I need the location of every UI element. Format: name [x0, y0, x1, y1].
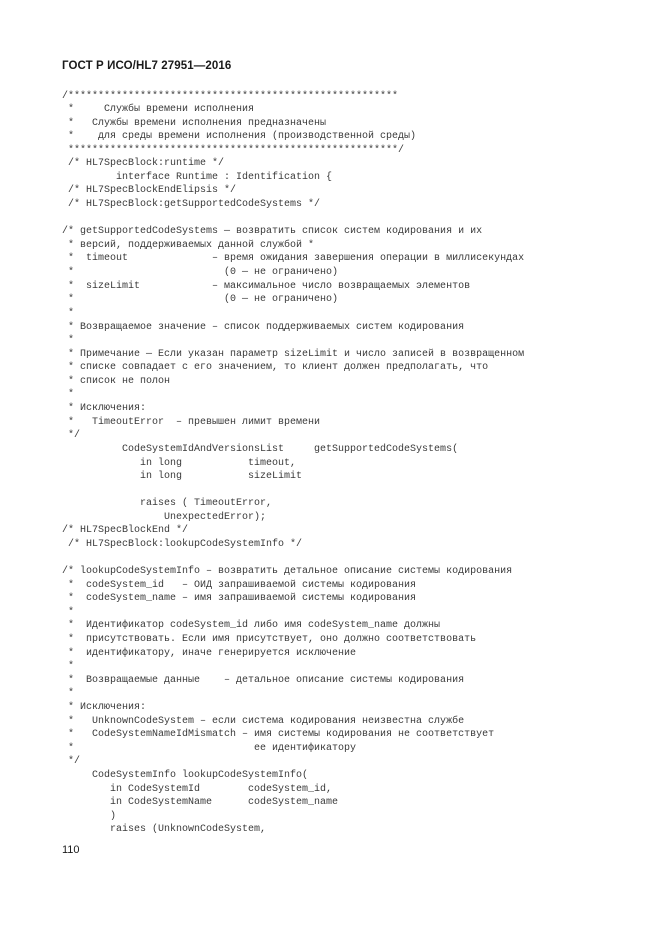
- code-line: /* HL7SpecBlockEndElipsis */: [62, 185, 237, 196]
- code-line: * (0 — не ограничено): [62, 294, 339, 305]
- code-line: */: [62, 430, 81, 441]
- code-line: * TimeoutError – превышен лимит времени: [62, 417, 321, 428]
- code-line: raises ( TimeoutError,: [62, 498, 273, 509]
- code-line: * присутствовать. Если имя присутствует, оно должно соответствовать: [62, 634, 477, 645]
- code-line: * версий, поддерживаемых данной службой *: [62, 240, 315, 251]
- code-line: *: [62, 308, 75, 319]
- code-line: * Возвращаемое значение – список поддерживаемых систем кодирования: [62, 322, 465, 333]
- code-line: *: [62, 335, 75, 346]
- code-line: *: [62, 661, 75, 672]
- code-line: * sizeLimit – максимальное число возвращаемых элементов: [62, 281, 471, 292]
- code-line: raises (UnknownCodeSystem,: [62, 824, 267, 835]
- code-line: * ее идентификатору: [62, 743, 357, 754]
- code-line: /* HL7SpecBlock:getSupportedCodeSystems */: [62, 199, 321, 210]
- code-line: in CodeSystemId codeSystem_id,: [62, 784, 333, 795]
- code-line: * UnknownCodeSystem – если система кодирования неизвестна службе: [62, 716, 465, 727]
- code-line: * Службы времени исполнения: [62, 104, 255, 115]
- code-line: * Примечание — Если указан параметр sizeLimit и число записей в возвращенном: [62, 349, 525, 360]
- code-line: *: [62, 389, 75, 400]
- code-line: * Службы времени исполнения предназначены: [62, 118, 327, 129]
- code-line: * Возвращаемые данные – детальное описание системы кодирования: [62, 675, 465, 686]
- code-line: /* getSupportedCodeSystems — возвратить список систем кодирования и их: [62, 226, 483, 237]
- code-line: * идентификатору, иначе генерируется исключение: [62, 648, 357, 659]
- code-line: * (0 — не ограничено): [62, 267, 339, 278]
- standard-header: ГОСТ Р ИСО/HL7 27951—2016: [62, 60, 232, 72]
- code-line: * codeSystem_id – ОИД запрашиваемой системы кодирования: [62, 580, 417, 591]
- code-line: ): [62, 811, 117, 822]
- code-line: * списке совпадает с его значением, то клиент должен предполагать, что: [62, 362, 489, 373]
- code-line: CodeSystemIdAndVersionsList getSupportedCodeSystems(: [62, 444, 459, 455]
- code-line: *: [62, 688, 75, 699]
- code-line: * CodeSystemNameIdMismatch – имя системы кодирования не соответствует: [62, 729, 495, 740]
- code-line: *******************************************************/: [62, 145, 405, 156]
- code-line: /*******************************************************: [62, 91, 399, 102]
- code-line: * список не полон: [62, 376, 171, 387]
- code-line: * Исключения:: [62, 702, 147, 713]
- code-line: * Идентификатор codeSystem_id либо имя codeSystem_name должны: [62, 620, 441, 631]
- code-line: UnexpectedError);: [62, 512, 267, 523]
- code-line: * Исключения:: [62, 403, 147, 414]
- code-line: * для среды времени исполнения (производственной среды): [62, 131, 417, 142]
- code-line: * codeSystem_name – имя запрашиваемой системы кодирования: [62, 593, 417, 604]
- code-line: */: [62, 756, 81, 767]
- code-line: /* HL7SpecBlockEnd */: [62, 525, 189, 536]
- code-line: *: [62, 607, 75, 618]
- page-number: 110: [62, 844, 80, 856]
- code-line: /* HL7SpecBlock:lookupCodeSystemInfo */: [62, 539, 303, 550]
- code-line: interface Runtime : Identification {: [62, 172, 333, 183]
- code-line: CodeSystemInfo lookupCodeSystemInfo(: [62, 770, 309, 781]
- code-line: in long sizeLimit: [62, 471, 303, 482]
- code-line: /* lookupCodeSystemInfo – возвратить детальное описание системы кодирования: [62, 566, 513, 577]
- code-line: in CodeSystemName codeSystem_name: [62, 797, 339, 808]
- code-line: * timeout – время ожидания завершения операции в миллисекундах: [62, 253, 525, 264]
- code-line: /* HL7SpecBlock:runtime */: [62, 158, 225, 169]
- code-line: in long timeout,: [62, 458, 297, 469]
